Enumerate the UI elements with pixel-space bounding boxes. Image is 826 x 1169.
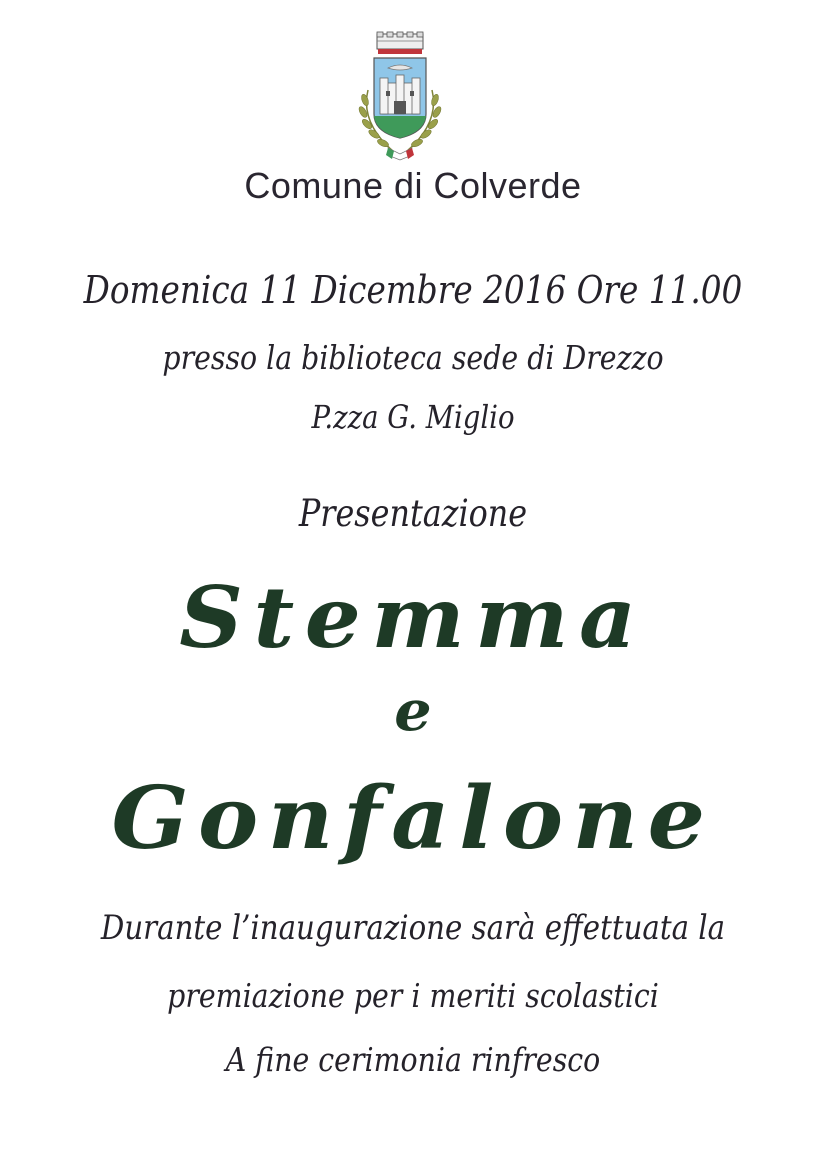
title-conjunction: e bbox=[394, 678, 432, 744]
coat-of-arms-icon bbox=[350, 28, 450, 163]
details-line-3: A fine cerimonia rinfresco bbox=[225, 1040, 601, 1079]
crown-icon bbox=[377, 32, 423, 54]
shield-icon bbox=[374, 58, 426, 138]
title-gonfalone: Gonfalone bbox=[111, 768, 715, 869]
title-stemma: Stemma bbox=[179, 568, 647, 667]
event-date-time: Domenica 11 Dicembre 2016 Ore 11.00 bbox=[83, 268, 743, 312]
event-address: P.zza G. Miglio bbox=[311, 398, 515, 436]
municipality-name: Comune di Colverde bbox=[244, 165, 582, 206]
event-location: presso la biblioteca sede di Drezzo bbox=[162, 338, 664, 377]
details-line-1: Durante l’inaugurazione sarà effettuata la bbox=[100, 908, 726, 948]
ribbon-icon bbox=[386, 148, 414, 160]
presentation-heading: Presentazione bbox=[298, 492, 528, 535]
details-line-2: premiazione per i meriti scolastici bbox=[167, 976, 659, 1015]
